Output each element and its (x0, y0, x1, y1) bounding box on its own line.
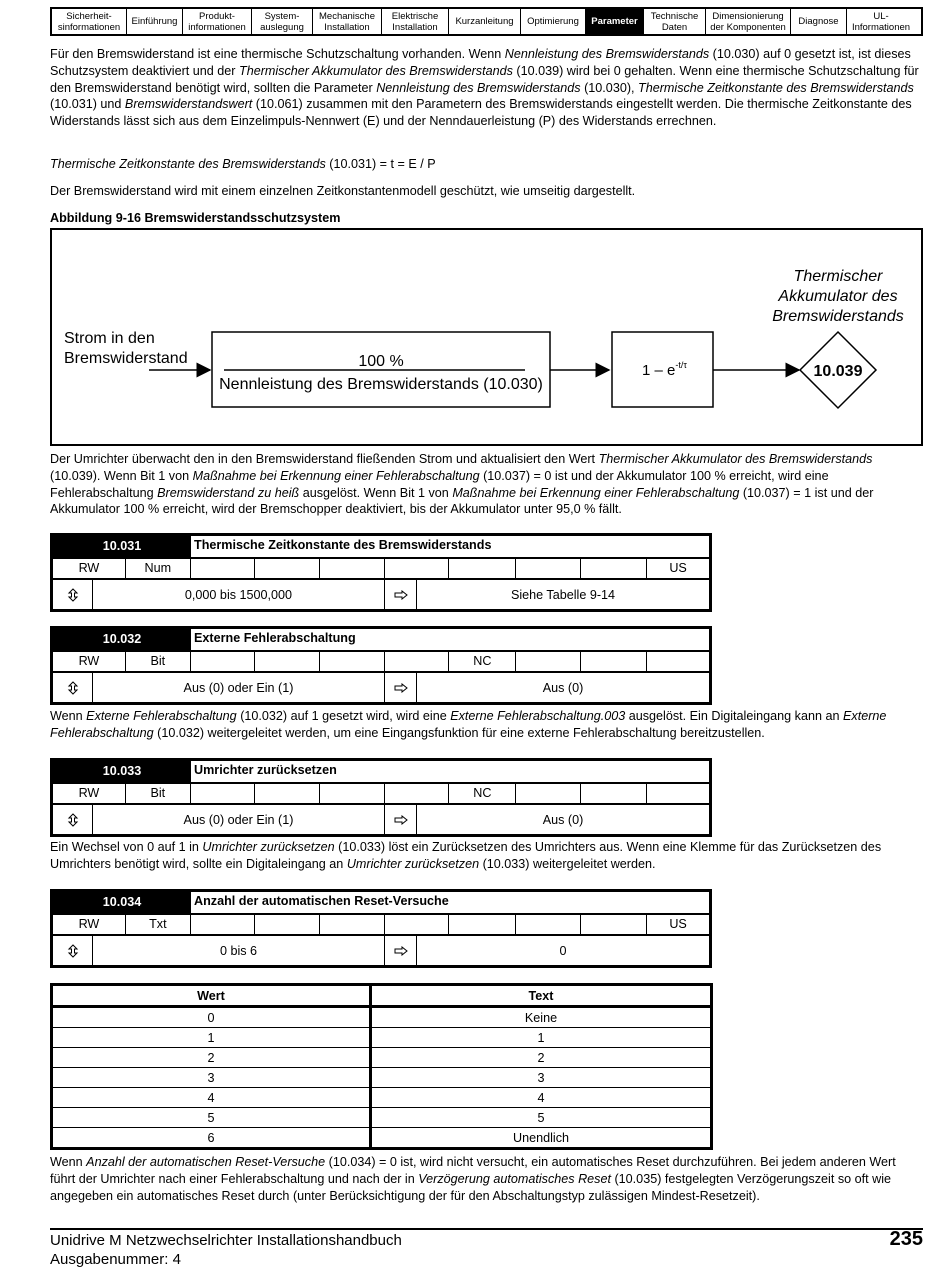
param-flag (385, 652, 450, 671)
model-note: Der Bremswiderstand wird mit einem einzelnen Zeitkonstantenmodell geschützt, wie umseitig dargestellt. (50, 184, 636, 198)
intro-paragraph: Für den Bremswiderstand ist eine thermische Schutzschaltung vorhanden. Wenn Nennleistung des Bremswiderstands (10.030) auf 0 gesetzt ist, ist dieses Schutzsystem deaktiviert und der Thermischer Akkumulator des Bremswiderstands (10.039) wird bei 0 gehalten. Wenn eine thermische Schutzschaltung für den Bremswiderstand benötigt wird, sollten die Parameter Nennleistung des Bremswiderstands (10.030), Thermische Zeitkonstante des Bremswiderstands (10.031) und Bremswiderstandswert (10.061) zusammen mit den Parametern des Bremswiderstands eingestellt werden. Die thermische Zeitkonstante des Widerstands lässt sich aus dem Einzelimpuls-Nennwert (E) und der Nenndauerleistung (P) des Widerstands errechnen. (50, 47, 919, 129)
param-flag (385, 784, 450, 803)
param-flag: Txt (126, 915, 191, 934)
param-flag (255, 784, 320, 803)
protection-diagram (52, 230, 921, 444)
value-cell: 3 (52, 1068, 371, 1088)
param-flag (449, 559, 516, 578)
footer-edition: Ausgabenummer: 4 (50, 1251, 181, 1268)
param-flag (320, 784, 385, 803)
default-icon (385, 580, 417, 609)
output-label-2: Akkumulator des (778, 288, 898, 305)
text-cell: 4 (371, 1088, 712, 1108)
param-default: Siehe Tabelle 9-14 (510, 587, 616, 602)
param-flag: Bit (126, 652, 191, 671)
param-flag (385, 915, 450, 934)
param-flag (516, 915, 581, 934)
text-cell: Unendlich (371, 1128, 712, 1149)
nav-tab-5[interactable]: Elektrische Installation (382, 9, 449, 34)
value-cell: 5 (52, 1108, 371, 1128)
nav-tab-6[interactable]: Kurzanleitung (449, 9, 521, 34)
param-table-10033 (50, 758, 712, 837)
value-cell: 0 (52, 1007, 371, 1028)
param-flag (449, 915, 516, 934)
figure-caption: Abbildung 9-16 Bremswiderstandsschutzsystem (50, 211, 341, 225)
param-flag: Num (126, 559, 191, 578)
footer-rule (50, 1228, 923, 1230)
param-flag (320, 652, 385, 671)
param-diamond-label: 10.039 (813, 363, 863, 380)
param-range: 0 bis 6 (93, 936, 385, 965)
text-cell: 2 (371, 1048, 712, 1068)
param-flag (581, 915, 647, 934)
value-cell: 4 (52, 1088, 371, 1108)
page-number: 235 (889, 1228, 923, 1250)
nav-tab-2[interactable]: Produkt- informationen (183, 9, 252, 34)
table-row (52, 1068, 712, 1088)
param-default: Aus (0) (542, 812, 584, 827)
nav-tab-9[interactable]: Technische Daten (644, 9, 706, 34)
param-flag: RW (53, 652, 126, 671)
param-number: 10.031 (53, 536, 191, 557)
input-label-2: Bremswiderstand (64, 350, 188, 367)
param-number: 10.034 (53, 892, 191, 913)
param-flag: US (669, 561, 687, 575)
output-label-1: Thermischer (793, 268, 883, 285)
section-nav (50, 7, 923, 36)
param-range: 0,000 bis 1500,000 (93, 580, 385, 609)
nav-tab-10[interactable]: Dimensionierung der Komponenten (706, 9, 791, 34)
nav-tab-12[interactable]: UL- Informationen (851, 10, 911, 33)
range-icon (53, 580, 93, 609)
range-icon (53, 936, 93, 965)
param-flag (385, 559, 450, 578)
param-flag: NC (449, 784, 516, 803)
param-flag (516, 652, 581, 671)
param-flag (581, 652, 647, 671)
nav-tab-11[interactable]: Diagnose (791, 9, 847, 34)
rating-box-bottom: Nennleistung des Bremswiderstands (10.030) (219, 376, 543, 393)
nav-tab-1[interactable]: Einführung (127, 9, 183, 34)
param-flag (581, 784, 647, 803)
param-number: 10.033 (53, 761, 191, 782)
input-label-1: Strom in den (64, 330, 155, 347)
param-flag (191, 559, 255, 578)
text-cell: 1 (371, 1028, 712, 1048)
table-row (52, 1048, 712, 1068)
text-cell: Keine (371, 1007, 712, 1028)
value-table-header-wert: Wert (52, 985, 371, 1007)
table-row (52, 1007, 712, 1028)
formula: Thermische Zeitkonstante des Bremswiderstands (10.031) = t = E / P (50, 157, 436, 171)
footer-title: Unidrive M Netzwechselrichter Installationshandbuch (50, 1232, 402, 1249)
range-icon (53, 673, 93, 702)
param-flag (516, 559, 581, 578)
default-icon (385, 936, 417, 965)
param-table-10031 (50, 533, 712, 612)
param-flag (191, 784, 255, 803)
param-flag (255, 652, 320, 671)
table-row (52, 1128, 712, 1149)
table-row (52, 1028, 712, 1048)
param-name: Anzahl der automatischen Reset-Versuche (194, 894, 449, 908)
param-name: Externe Fehlerabschaltung (194, 631, 356, 645)
param-range: Aus (0) oder Ein (1) (93, 673, 385, 702)
table-row (52, 1088, 712, 1108)
param-flag: Bit (126, 784, 191, 803)
external-trip-paragraph: Wenn Externe Fehlerabschaltung (10.032) auf 1 gesetzt wird, wird eine Externe Fehlerabschaltung.003 ausgelöst. Ein Digitaleingang kann an Externe Fehlerabschaltung (10.032) weitergeleitet werden, um eine Eingangsfunktion für eine externe Fehlerabschaltung bereitzustellen. (50, 709, 887, 740)
param-flag: US (669, 917, 687, 931)
param-flag (191, 652, 255, 671)
nav-tab-8[interactable]: Parameter (586, 9, 644, 34)
param-flag: RW (53, 559, 126, 578)
monitor-paragraph: Der Umrichter überwacht den in den Bremswiderstand fließenden Strom und aktualisiert den Wert Thermischer Akkumulator des Bremswiderstands (10.039). Wenn Bit 1 von Maßnahme bei Erkennung einer Fehlerabschaltung (10.037) = 0 ist und der Akkumulator 100 % erreicht, wird eine Fehlerabschaltung Bremswiderstand zu heiß ausgelöst. Wenn Bit 1 von Maßnahme bei Erkennung einer Fehlerabschaltung (10.037) = 1 ist und der Akkumulator 100 % erreicht, wird der Bremschopper deaktiviert, bis der Akkumulator unter 95,0 % fällt. (50, 452, 874, 517)
param-name: Thermische Zeitkonstante des Bremswiderstands (194, 538, 492, 552)
param-table-10032 (50, 626, 712, 705)
param-flag: RW (53, 915, 126, 934)
table-row (52, 1108, 712, 1128)
param-default: Aus (0) (542, 680, 584, 695)
param-name: Umrichter zurücksetzen (194, 763, 337, 777)
text-cell: 5 (371, 1108, 712, 1128)
exp-formula: $1 - e^{-t/\tau}$ (642, 360, 687, 379)
param-flag (320, 915, 385, 934)
value-cell: 6 (52, 1128, 371, 1149)
param-flag (647, 784, 709, 803)
value-cell: 2 (52, 1048, 371, 1068)
param-number: 10.032 (53, 629, 191, 650)
auto-reset-paragraph: Wenn Anzahl der automatischen Reset-Versuche (10.034) = 0 ist, wird nicht versucht, ein automatisches Reset durchzuführen. Bei jedem anderen Wert führt der Umrichter nach einer Fehlerabschaltung und nach der in Verzögerung automatisches Reset (10.035) festgelegten Verzögerungszeit so oft wie angegeben ein automatisches Reset durch (unter Berücksichtigung der für den Abschaltungstyp zulässigen Mindest-Resetzeit). (50, 1155, 896, 1203)
param-flag (647, 652, 709, 671)
param-flag (320, 559, 385, 578)
param-flag (516, 784, 581, 803)
nav-tab-7[interactable]: Optimierung (521, 9, 586, 34)
param-flag (255, 559, 320, 578)
reset-paragraph: Ein Wechsel von 0 auf 1 in Umrichter zurücksetzen (10.033) löst ein Zurücksetzen des Umrichters aus. Wenn eine Klemme für das Zurücksetzen des Umrichters benötigt wird, sollte ein Digitaleingang an Umrichter zurücksetzen (10.033) weitergeleitet werden. (50, 840, 882, 871)
nav-tab-3[interactable]: System- auslegung (252, 9, 313, 34)
nav-tab-0[interactable]: Sicherheit- sinformationen (52, 9, 127, 34)
range-icon (53, 805, 93, 834)
param-default: 0 (559, 943, 567, 958)
text-cell: 3 (371, 1068, 712, 1088)
param-range: Aus (0) oder Ein (1) (93, 805, 385, 834)
param-flag: NC (449, 652, 516, 671)
output-label-3: Bremswiderstands (772, 308, 904, 325)
nav-tab-4[interactable]: Mechanische Installation (313, 9, 382, 34)
reset-attempts-value-table (50, 983, 713, 1150)
default-icon (385, 673, 417, 702)
param-flag (191, 915, 255, 934)
value-cell: 1 (52, 1028, 371, 1048)
param-flag (581, 559, 647, 578)
param-flag (255, 915, 320, 934)
param-flag: RW (53, 784, 126, 803)
figure-box (50, 228, 923, 446)
param-table-10034 (50, 889, 712, 968)
rating-box-top: 100 % (358, 353, 404, 370)
value-table-header-text: Text (371, 985, 712, 1007)
default-icon (385, 805, 417, 834)
